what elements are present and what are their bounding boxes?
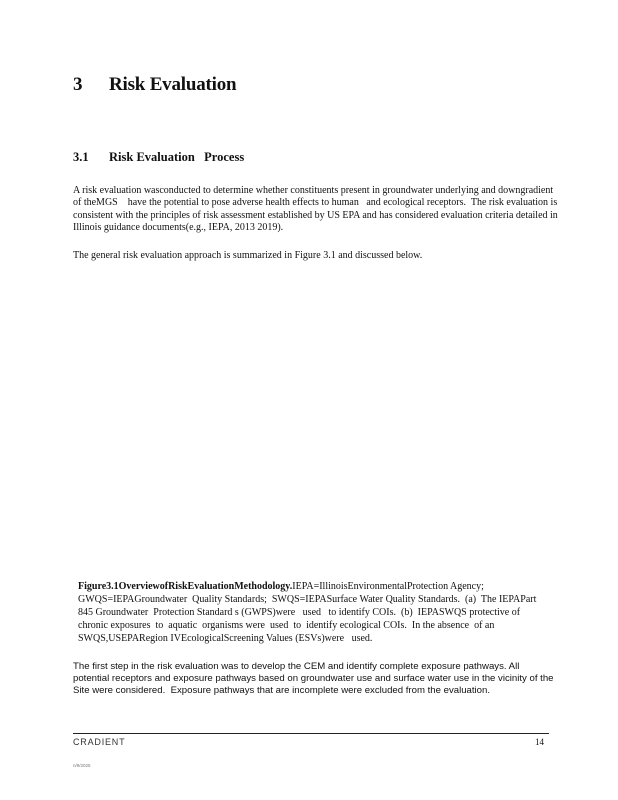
figure-caption-text: IEPA=IllinoisEnvironmentalProtection Agency; GWQS=IEPAGroundwater Quality Standards; SWQS=IEPASurface Water Quality Standards. (a) The IEPAPart 845 Groundwater Protection Standard s (GWPS)were used to identify COIs. (b) IEPASWQS protective of chronic exposures to aquatic organisms were used to identify ecological COIs. In the absence of an SWQS,USEPARegion IVEcologicalScreening Values (ESVs)were used. (78, 581, 539, 645)
first-step-paragraph: The first step in the risk evaluation was to develop the CEM and identify complete exposure pathways. All potential receptors and exposure pathways based on groundwater use and surface water use in the vicinity of the Site were considered. Exposure pathways that are incomplete were excluded from the evaluation. (73, 661, 557, 697)
page-number: 14 (535, 737, 544, 747)
figure-caption-label: Figure3.1OverviewofRiskEvaluationMethodology. (78, 581, 293, 592)
chapter-heading (73, 74, 236, 96)
summary-paragraph: The general risk evaluation approach is summarized in Figure 3.1 and discussed below. (73, 250, 423, 261)
document-code: n/9/2025 (73, 763, 91, 768)
figure-area (73, 275, 553, 573)
figure-caption (78, 580, 550, 645)
chapter-title: Risk Evaluation (109, 74, 237, 95)
section-title: Risk Evaluation Process (109, 150, 245, 164)
footer-divider (73, 733, 549, 734)
company-logo: CRADIENT (73, 737, 126, 747)
section-heading (73, 150, 244, 165)
section-number: 3.1 (73, 150, 89, 164)
chapter-number: 3 (73, 74, 83, 95)
intro-paragraph: A risk evaluation wasconducted to determine whether constituents present in groundwater underlying and downgradient of theMGS have the potential to pose adverse health effects to human and ecological receptors. The risk evaluation is consistent with the principles of risk assessment established by US EPA and has considered evaluation criteria detailed in Illinois guidance documents(e.g., IEPA, 2013 2019). (73, 185, 561, 233)
